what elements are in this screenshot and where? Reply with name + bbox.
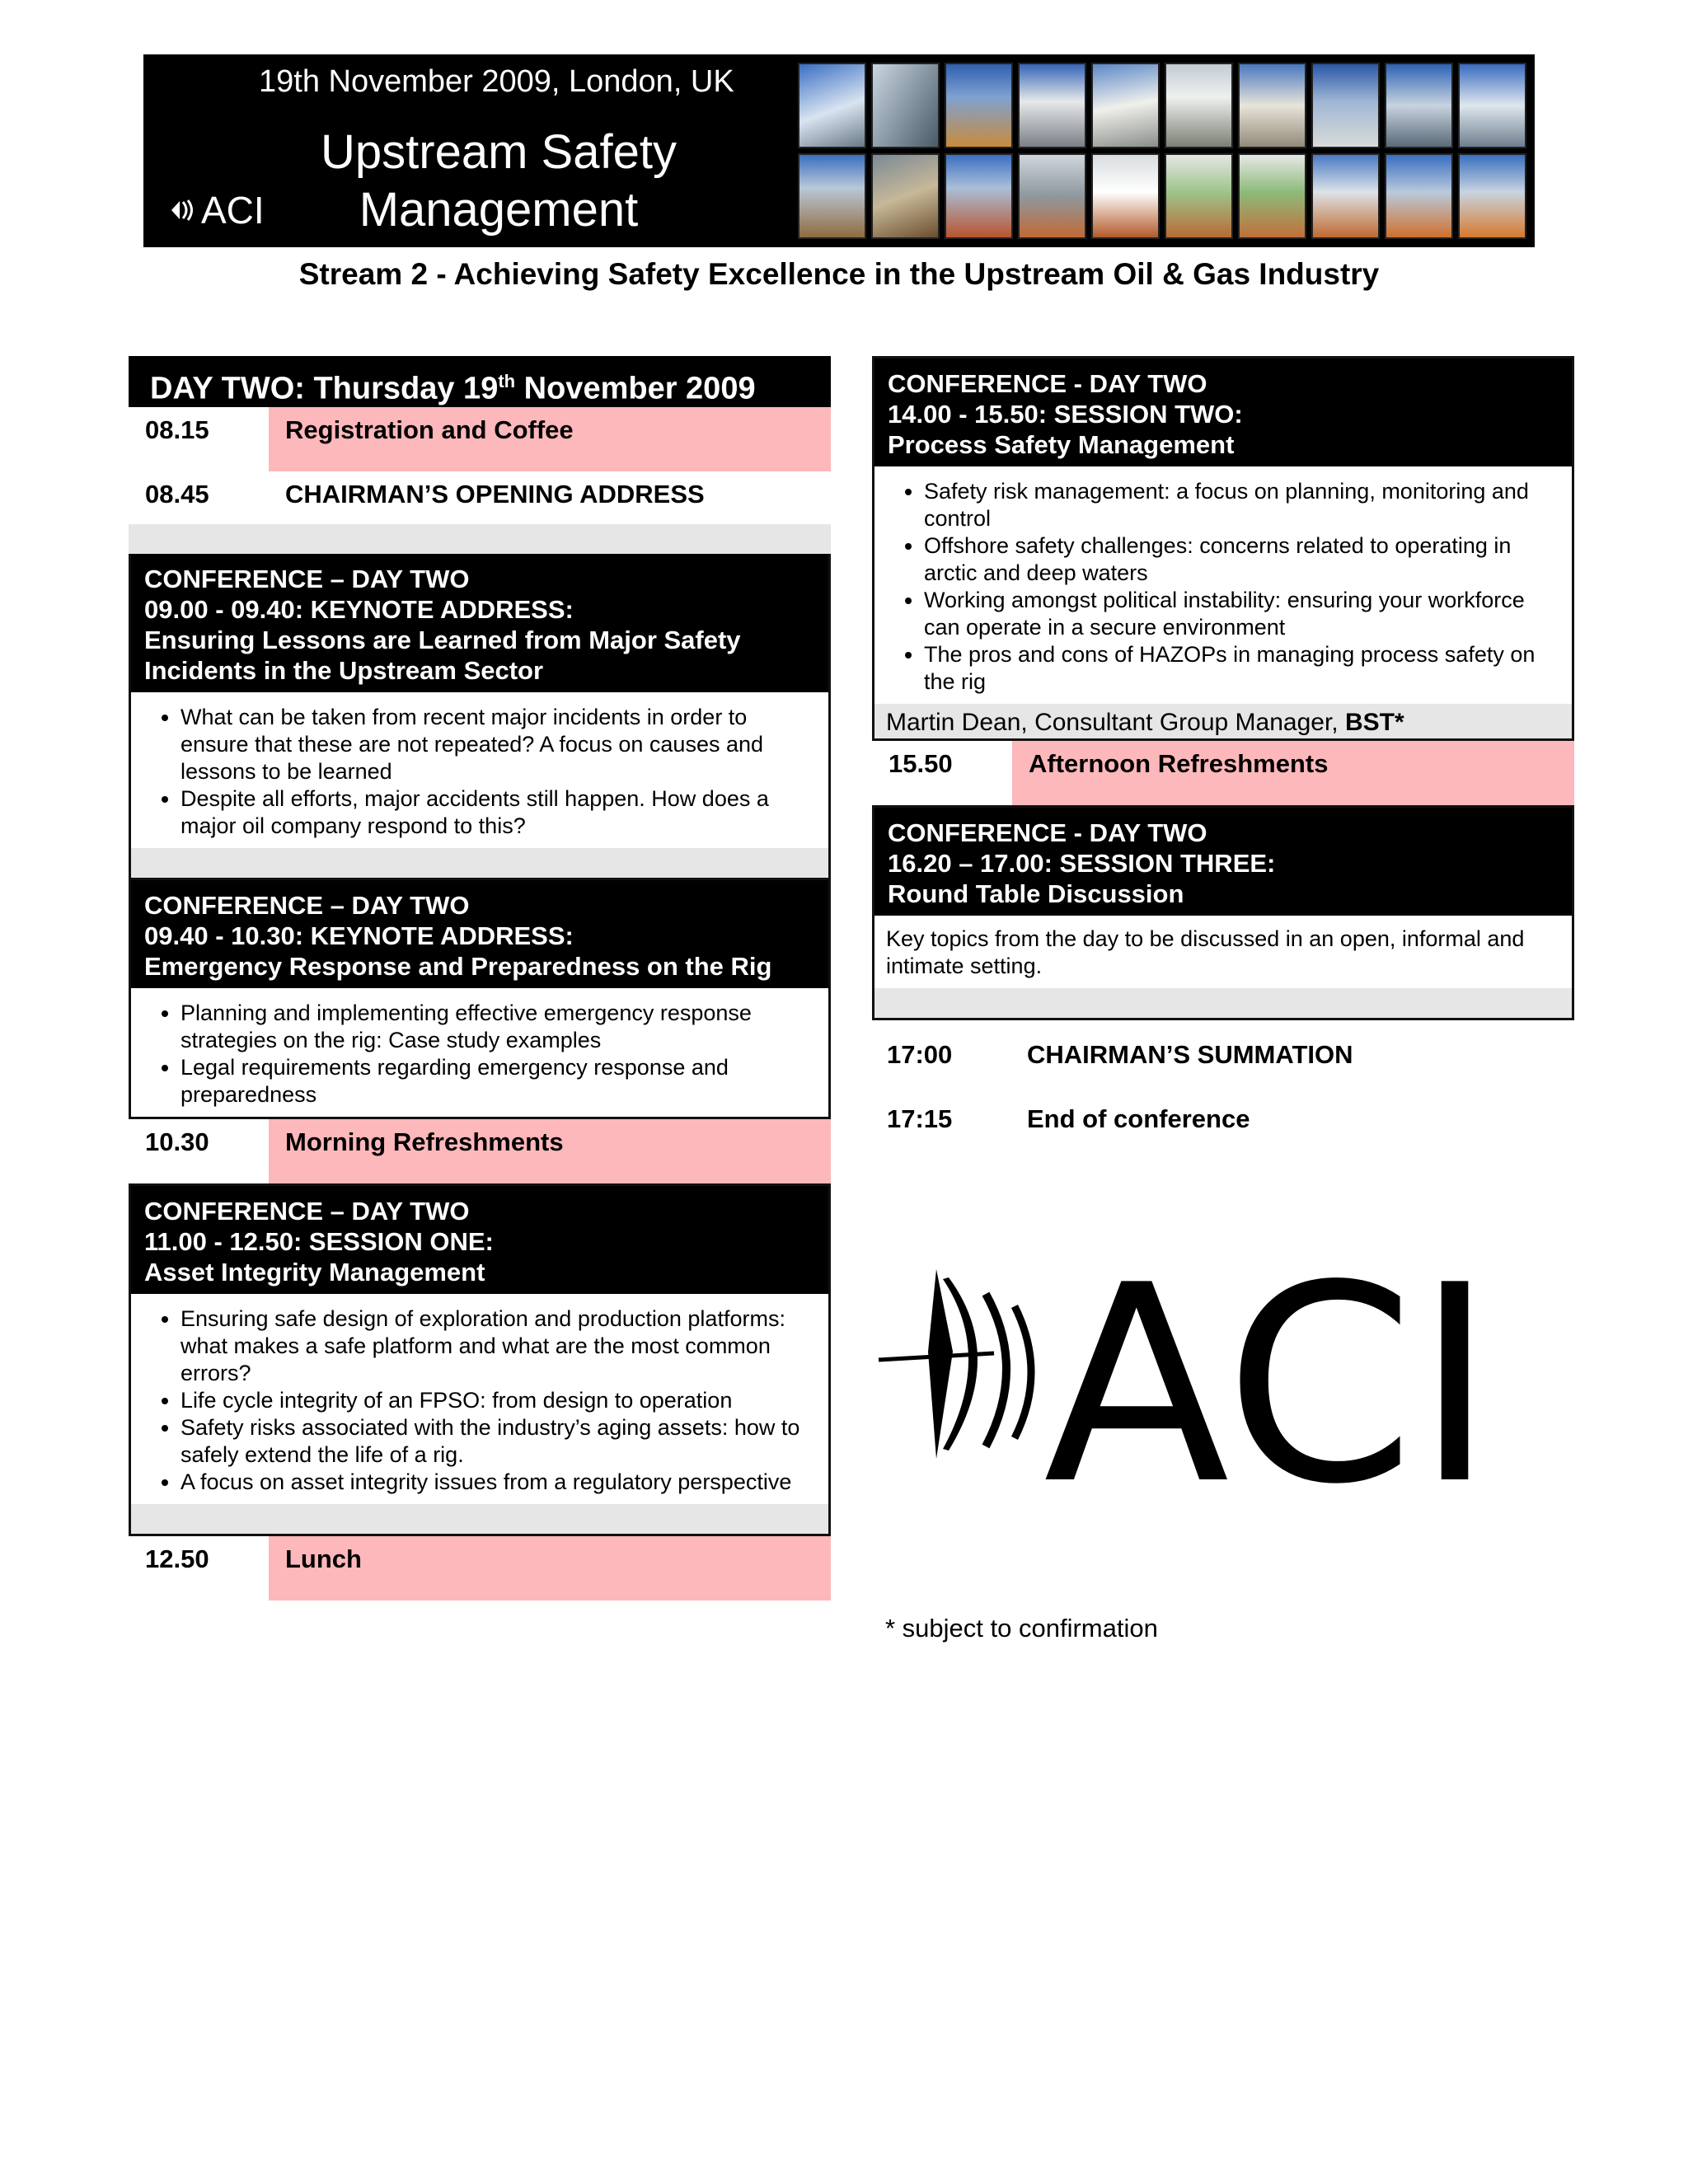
- day-heading-text-post: November 2009: [515, 371, 756, 406]
- banner-title: [321, 124, 677, 239]
- session-day: CONFERENCE - DAY TWO: [888, 818, 1207, 847]
- photo-tile: [871, 153, 940, 239]
- photo-tile: [1165, 63, 1233, 148]
- agenda-row-registration: [129, 407, 831, 471]
- agenda-time: 17:15: [887, 1104, 953, 1133]
- session-day: CONFERENCE – DAY TWO: [144, 565, 470, 593]
- agenda-label: Morning Refreshments: [269, 1119, 831, 1183]
- session-heading: [131, 880, 828, 988]
- session-bullets: [131, 988, 828, 1117]
- banner-title-line1: Upstream Safety: [321, 125, 677, 179]
- banner-date: 19th November 2009, London, UK: [259, 64, 734, 99]
- photo-tile: [1385, 63, 1453, 148]
- photo-tile: [1458, 153, 1526, 239]
- agenda-time: 08.15: [145, 415, 209, 444]
- day-heading: [129, 356, 831, 407]
- session-keynote-2: [129, 880, 831, 1119]
- agenda-time: 17:00: [887, 1040, 953, 1069]
- footnote: * subject to confirmation: [885, 1614, 1158, 1643]
- bullet-item: • The pros and cons of HAZOPs in managing process safety on the rig: [924, 641, 1564, 696]
- session-title: Asset Integrity Management: [144, 1258, 485, 1286]
- divider-bar: [131, 848, 828, 878]
- session-one: [129, 1183, 831, 1536]
- photo-tile: [871, 63, 940, 148]
- session-bullets: [131, 1294, 828, 1504]
- bullet-item: • Safety risk management: a focus on planning, monitoring and control: [924, 478, 1564, 532]
- session-day: CONFERENCE – DAY TWO: [144, 891, 470, 920]
- session-time: 09.00 - 09.40: KEYNOTE ADDRESS:: [144, 595, 574, 624]
- agenda-label: Registration and Coffee: [269, 407, 831, 471]
- agenda-row-lunch: [129, 1536, 831, 1601]
- speaker-name: Martin Dean, Consultant Group Manager,: [886, 709, 1345, 736]
- agenda-row-morning-refreshments: [129, 1119, 831, 1183]
- agenda-label: Afternoon Refreshments: [1012, 741, 1574, 805]
- agenda-time: 15.50: [889, 749, 953, 778]
- photo-tile: [1018, 153, 1086, 239]
- photo-tile: [945, 63, 1013, 148]
- session-heading: [874, 359, 1572, 466]
- photo-tile: [1311, 153, 1380, 239]
- session-three: [872, 805, 1574, 1020]
- photo-tile: [1458, 63, 1526, 148]
- session-time: 11.00 - 12.50: SESSION ONE:: [144, 1227, 494, 1256]
- bullet-item: • A focus on asset integrity issues from a regulatory perspective: [181, 1469, 820, 1496]
- session-bullets: [874, 466, 1572, 704]
- day-heading-text: DAY TWO: Thursday 19: [150, 371, 499, 406]
- session-speaker: [874, 704, 1572, 738]
- agenda-row-summation: [872, 1032, 1574, 1096]
- session-title: Process Safety Management: [888, 430, 1235, 459]
- bullet-item: • What can be taken from recent major incidents in order to ensure that these are not repeated? A focus on causes and lessons to be learned: [181, 704, 820, 785]
- bullet-item: • Legal requirements regarding emergency response and preparedness: [181, 1054, 820, 1108]
- session-heading: [131, 1186, 828, 1294]
- bullet-item: • Safety risks associated with the industry’s aging assets: how to safely extend the life of a rig.: [181, 1414, 820, 1469]
- agenda-label: CHAIRMAN’S SUMMATION: [1027, 1040, 1353, 1069]
- photo-tile: [1238, 153, 1306, 239]
- divider-bar: [131, 1504, 828, 1534]
- banner-title-line2: Management: [359, 183, 639, 237]
- bullet-item: • Planning and implementing effective emergency response strategies on the rig: Case study examples: [181, 1000, 820, 1054]
- aci-logo-icon: [870, 1261, 1546, 1500]
- left-column: [129, 356, 831, 1601]
- session-bullets: [131, 692, 828, 848]
- photo-tile: [1311, 63, 1380, 148]
- session-day: CONFERENCE – DAY TWO: [144, 1197, 470, 1226]
- session-title: Ensuring Lessons are Learned from Major Safety: [144, 626, 741, 654]
- aci-logo: [870, 1261, 1546, 1500]
- photo-tile: [945, 153, 1013, 239]
- photo-tile: [1385, 153, 1453, 239]
- photo-tile: [798, 63, 866, 148]
- bullet-item: • Offshore safety challenges: concerns related to operating in arctic and deep waters: [924, 532, 1564, 587]
- session-day: CONFERENCE - DAY TWO: [888, 369, 1207, 398]
- session-heading: [131, 554, 828, 692]
- agenda-time: 10.30: [145, 1127, 209, 1156]
- session-heading: [874, 808, 1572, 916]
- banner-logo: [168, 188, 265, 232]
- agenda-label: Lunch: [269, 1536, 831, 1601]
- bullet-item: • Ensuring safe design of exploration and production platforms: what makes a safe platform and what are the most common errors?: [181, 1305, 820, 1387]
- stream-subtitle: Stream 2 - Achieving Safety Excellence in the Upstream Oil & Gas Industry: [298, 257, 1380, 291]
- session-title: Emergency Response and Preparedness on the Rig: [144, 952, 772, 981]
- bullet-item: • Working amongst political instability: ensuring your workforce can operate in a secure environment: [924, 587, 1564, 641]
- banner-photo-grid: [798, 63, 1526, 239]
- agenda-label: CHAIRMAN’S OPENING ADDRESS: [269, 471, 831, 524]
- photo-tile: [1091, 63, 1160, 148]
- photo-tile: [798, 153, 866, 239]
- session-time: 14.00 - 15.50: SESSION TWO:: [888, 400, 1243, 429]
- aci-mark-icon: [168, 198, 196, 223]
- session-description: Key topics from the day to be discussed in an open, informal and intimate setting.: [886, 926, 1525, 978]
- session-keynote-1: [129, 554, 831, 880]
- session-time: 09.40 - 10.30: KEYNOTE ADDRESS:: [144, 921, 574, 950]
- photo-tile: [1238, 63, 1306, 148]
- photo-tile: [1018, 63, 1086, 148]
- session-two: [872, 356, 1574, 741]
- agenda-label: End of conference: [1027, 1104, 1250, 1133]
- agenda-row-end: [872, 1096, 1574, 1160]
- speaker-org: BST*: [1344, 709, 1404, 736]
- divider-bar: [129, 524, 831, 554]
- session-title-cont: Incidents in the Upstream Sector: [144, 656, 544, 685]
- aci-logo-text: ACI: [1043, 1261, 1495, 1500]
- photo-tile: [1165, 153, 1233, 239]
- agenda-time: 08.45: [145, 480, 209, 509]
- session-time: 16.20 – 17.00: SESSION THREE:: [888, 849, 1276, 878]
- banner-logo-text: ACI: [201, 189, 265, 232]
- bullet-item: • Despite all efforts, major accidents still happen. How does a major oil company respond to this?: [181, 785, 820, 840]
- right-column: [872, 356, 1574, 1160]
- agenda-row-afternoon-refreshments: [872, 741, 1574, 805]
- divider-bar: [874, 988, 1572, 1018]
- bullet-item: • Life cycle integrity of an FPSO: from design to operation: [181, 1387, 820, 1414]
- agenda-row-opening: [129, 471, 831, 524]
- session-title: Round Table Discussion: [888, 879, 1184, 908]
- agenda-time: 12.50: [145, 1544, 209, 1573]
- header-banner: [143, 54, 1535, 247]
- photo-tile: [1091, 153, 1160, 239]
- day-heading-sup: th: [498, 371, 516, 391]
